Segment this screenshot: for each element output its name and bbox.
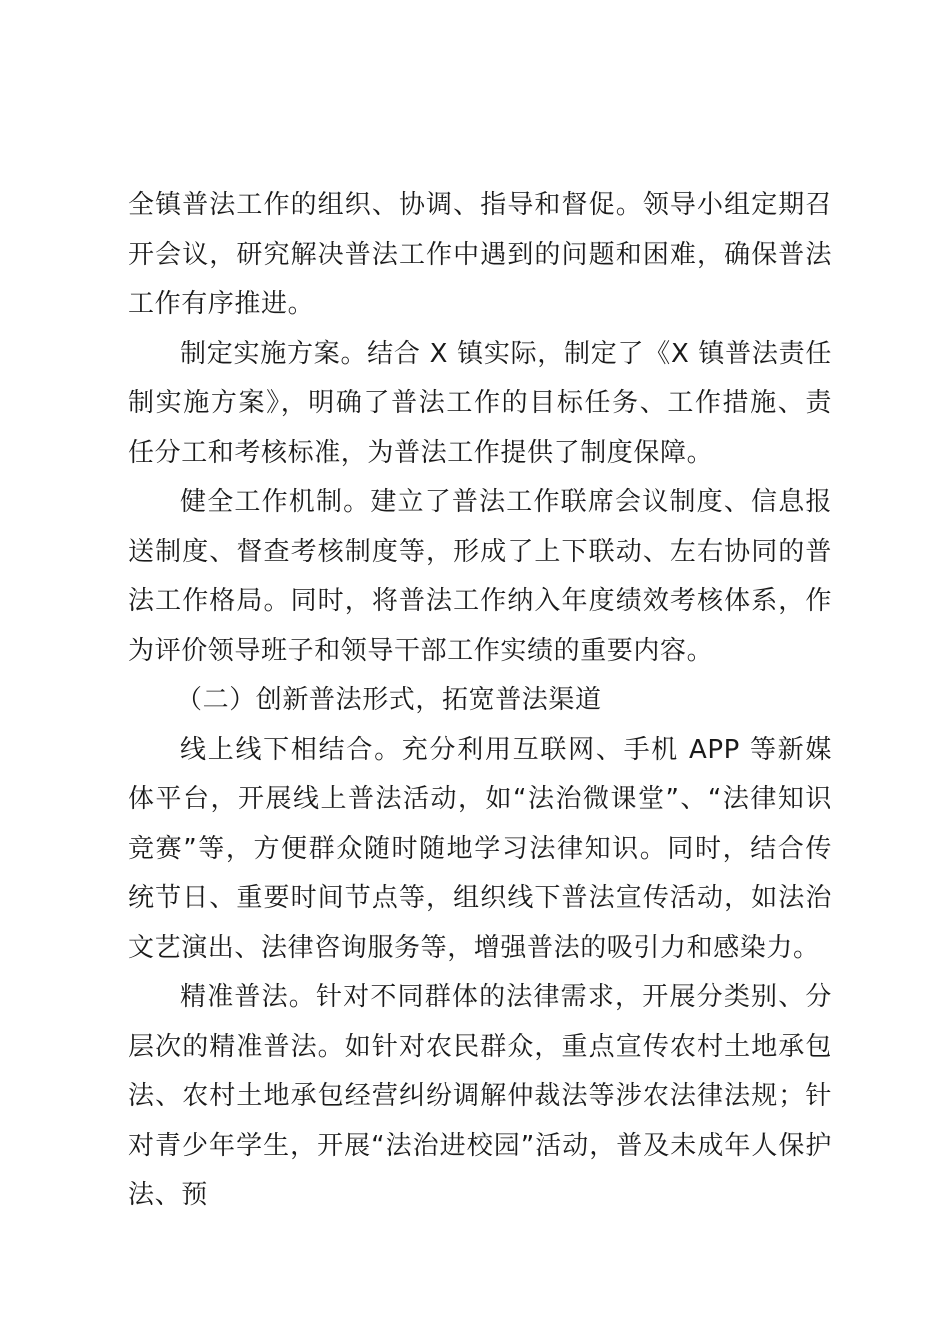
paragraph-work-mechanism: 健全工作机制。建立了普法工作联席会议制度、信息报送制度、督查考核制度等，形成了上下联动、左右协同的普法工作格局。同时，将普法工作纳入年度绩效考核体系，作为评价领导班子和领导干部工作实绩的重要内容。 — [128, 487, 832, 666]
section-heading-innovation: （二）创新普法形式，拓宽普法渠道 — [176, 685, 602, 715]
paragraph-implementation-plan: 制定实施方案。结合 X 镇实际，制定了《X 镇普法责任制实施方案》，明确了普法工作的目标任务、工作措施、责任分工和考核标准，为普法工作提供了制度保障。 — [128, 338, 832, 468]
document-body — [128, 181, 832, 1221]
paragraph-targeted-education: 精准普法。针对不同群体的法律需求，开展分类别、分层次的精准普法。如针对农民群众，重点宣传农村土地承包法、农村土地承包经营纠纷调解仲裁法等涉农法律法规；针对青少年学生，开展“法治进校园”活动，普及未成年人保护法、预 — [128, 982, 832, 1210]
paragraph-online-offline: 线上线下相结合。充分利用互联网、手机 APP 等新媒体平台，开展线上普法活动，如“法治微课堂”、“法律知识竞赛”等，方便群众随时随地学习法律知识。同时，结合传统节日、重要时间节点等，组织线下普法宣传活动，如法治文艺演出、法律咨询服务等，增强普法的吸引力和感染力。 — [128, 734, 832, 963]
paragraph-leadership-group: 全镇普法工作的组织、协调、指导和督促。领导小组定期召开会议，研究解决普法工作中遇到的问题和困难，确保普法工作有序推进。 — [128, 190, 832, 319]
